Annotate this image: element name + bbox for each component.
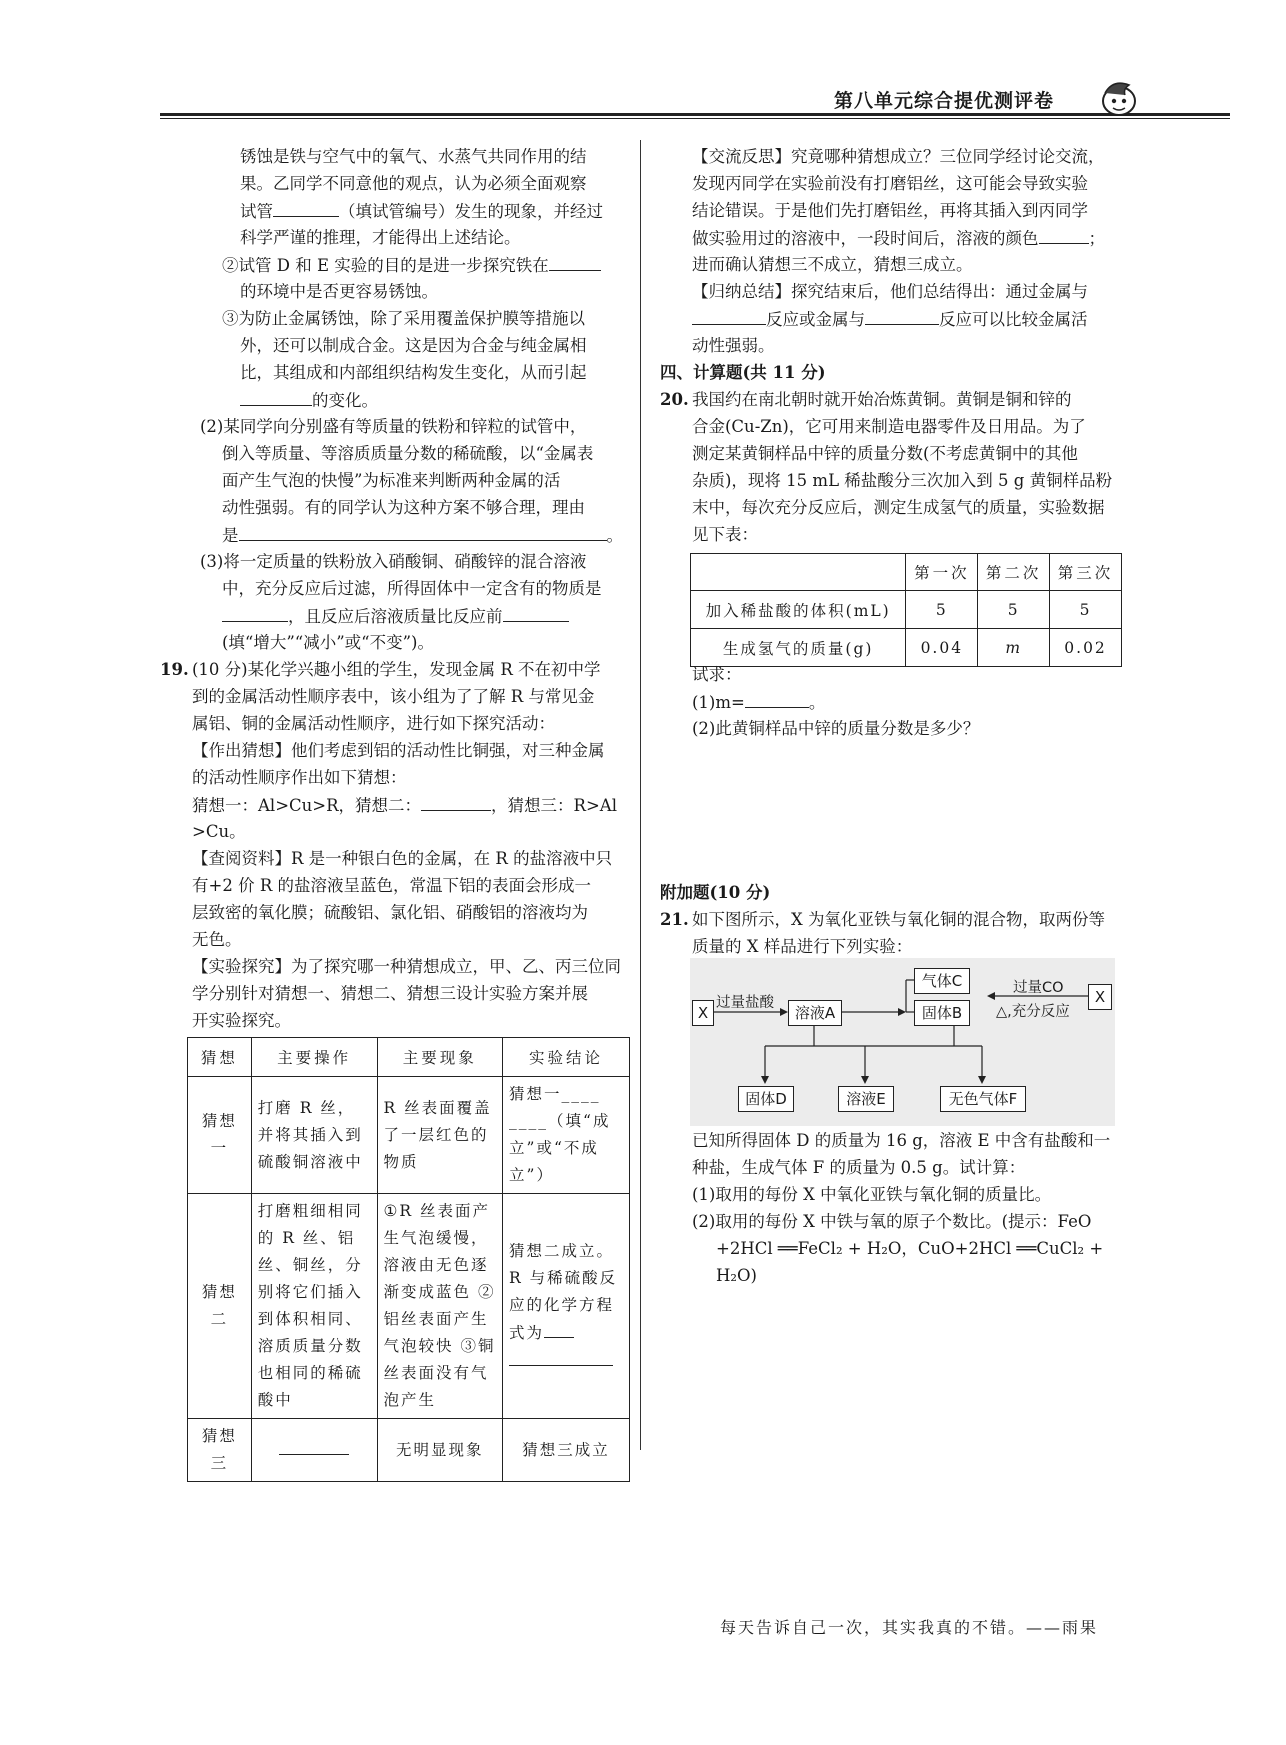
text-line: (1)取用的每份 X 中氧化亚铁与氧化铜的质量比。 [692, 1185, 1052, 1204]
table-cell: 生成氢气的质量(g) [691, 629, 906, 667]
table-cell: 0.02 [1050, 629, 1122, 667]
text-line-part: 猜想一：Al>Cu>R，猜想二： [192, 796, 422, 815]
text-line-part: ； [1088, 229, 1105, 248]
text-line: 进而确认猜想三不成立，猜想三成立。 [692, 255, 973, 274]
text-line: 【实验探究】为了探究哪一种猜想成立，甲、乙、丙三位同 [192, 957, 621, 976]
text-line: (3)将一定质量的铁粉放入硝酸铜、硝酸锌的混合溶液 [200, 552, 587, 571]
text-line-part: 反应或金属与 [766, 310, 865, 329]
text-line: 科学严谨的推理，才能得出上述结论。 [240, 228, 521, 247]
table-cell: 5 [978, 591, 1050, 629]
question-number: 19. [160, 660, 189, 679]
answer-blank [509, 1347, 613, 1366]
text-line: 发现丙同学在实验前没有打磨铝丝，这可能会导致实验 [692, 174, 1088, 193]
text-line: H₂O) [716, 1266, 757, 1285]
table-cell: 0.04 [906, 629, 978, 667]
answer-blank [240, 387, 312, 406]
table-cell [503, 1194, 630, 1419]
page-header-title: 第八单元综合提优测评卷 [833, 90, 1054, 112]
text-line: 是 。 [222, 522, 623, 549]
answer-blank [544, 1319, 574, 1338]
text-line [192, 792, 617, 819]
text-line [692, 225, 1105, 252]
label-excess-hcl: 过量盐酸 [716, 995, 774, 1011]
table-row [188, 1077, 630, 1194]
answer-blank [239, 522, 607, 541]
text-line-part: ，猜想三：R>Al [491, 796, 617, 815]
box-solution-a: 溶液A [788, 1000, 842, 1026]
text-line: 【作出猜想】他们考虑到铝的活动性比铜强，对三种金属 [192, 741, 605, 760]
text-line: (2)取用的每份 X 中铁与氧的原子个数比。(提示：FeO [692, 1212, 1092, 1231]
text-line: 中，充分反应后过滤，所得固体中一定含有的物质是 [222, 579, 602, 598]
table-row [188, 1194, 630, 1419]
text-line: 层致密的氧化膜；硫酸铝、氯化铝、硝酸铝的溶液均为 [192, 903, 588, 922]
text-line: 结论错误。于是他们先打磨铝丝，再将其插入到丙同学 [692, 201, 1088, 220]
text-line: 【交流反思】究竟哪种猜想成立？三位同学经讨论交流， [692, 147, 1105, 166]
text-line: 属铝、铜的金属活动性顺序，进行如下探究活动： [192, 714, 555, 733]
text-line: +2HCl ══FeCl₂ + H₂O，CuO+2HCl ══CuCl₂ + [716, 1239, 1104, 1258]
text-line: 比，其组成和内部组织结构发生变化，从而引起 [240, 363, 587, 382]
text-line: 末中，每次充分反应后，测定生成氢气的质量，实验数据 [692, 498, 1105, 517]
table-header-row [691, 554, 1122, 591]
text-line [240, 387, 378, 414]
table-cell: 打磨粗细相同的 R 丝、铝丝、铜丝，分别将它们插入到体积相同、溶质质量分数也相同的稀硫酸中 [251, 1194, 377, 1419]
flow-diagram [690, 958, 1115, 1126]
text-line: 种盐，生成气体 F 的质量为 0.5 g。试计算： [692, 1158, 1026, 1177]
text-line: (1)m= 。 [692, 689, 825, 716]
header-rule-thin [160, 118, 1230, 119]
text-line: 外，还可以制成合金。这是因为合金与纯金属相 [240, 336, 587, 355]
table-cell: 猜想一____ ____（填“成立”或“不成立”） [503, 1077, 630, 1194]
text-line: 【查阅资料】R 是一种银白色的金属，在 R 的盐溶液中只 [192, 849, 613, 868]
text-line: 已知所得固体 D 的质量为 16 g，溶液 E 中含有盐酸和一 [692, 1131, 1111, 1150]
text-line: 试求： [692, 665, 742, 684]
text-line: 开实验探究。 [192, 1011, 291, 1030]
cell-text: 猜想二成立。R 与稀硫酸反应的化学方程式为 [509, 1241, 618, 1342]
text-line: 杂质)，现将 15 mL 稀盐酸分三次加入到 5 g 黄铜样品粉 [692, 471, 1113, 490]
text-line [222, 252, 601, 279]
text-line: 锈蚀是铁与空气中的氧气、水蒸气共同作用的结 [240, 147, 587, 166]
column-header: 第二次 [978, 554, 1050, 591]
text-line: 无色。 [192, 930, 242, 949]
footer-quote: 每天告诉自己一次，其实我真的不错。——雨果 [720, 1618, 1099, 1637]
text-line-part: 的变化。 [312, 391, 378, 410]
answer-blank [745, 689, 809, 708]
label-heat-react: △,充分反应 [996, 1004, 1070, 1020]
text-line-part: 是 [222, 526, 239, 545]
answer-blank [222, 603, 288, 622]
column-header: 猜想 [188, 1038, 252, 1077]
column-divider [640, 140, 641, 1450]
text-line: 的活动性顺序作出如下猜想： [192, 768, 407, 787]
text-line: 我国约在南北朝时就开始冶炼黄铜。黄铜是铜和锌的 [692, 390, 1072, 409]
text-line [692, 306, 1088, 333]
text-line: 面产生气泡的快慢”为标准来判断两种金属的活 [222, 471, 561, 490]
answer-blank [273, 198, 339, 217]
text-line: (10 分)某化学兴趣小组的学生，发现金属 R 不在初中学 [192, 660, 601, 679]
section-title: 四、计算题(共 11 分) [660, 363, 826, 382]
answer-blank [549, 252, 601, 271]
text-line: 倒入等质量、等溶质质量分数的稀硫酸，以“金属表 [222, 444, 594, 463]
table-cell: 猜想三 [188, 1419, 252, 1482]
text-line: (2)某同学向分别盛有等质量的铁粉和锌粒的试管中， [200, 417, 587, 436]
column-header: 主要现象 [377, 1038, 503, 1077]
column-header: 实验结论 [503, 1038, 630, 1077]
text-line: 测定某黄铜样品中锌的质量分数(不考虑黄铜中的其他 [692, 444, 1078, 463]
answer-blank [1039, 225, 1089, 244]
text-line: 【归纳总结】探究结束后，他们总结得出：通过金属与 [692, 282, 1088, 301]
answer-blank [421, 792, 491, 811]
text-line: 的环境中是否更容易锈蚀。 [240, 282, 438, 301]
text-line-part: （填试管编号）发生的现象，并经过 [339, 202, 603, 221]
text-line: >Cu。 [192, 822, 246, 841]
text-line-part: 做实验用过的溶液中，一段时间后，溶液的颜色 [692, 229, 1039, 248]
text-line: 果。乙同学不同意他的观点，认为必须全面观察 [240, 174, 587, 193]
table-cell: 猜想一 [188, 1077, 252, 1194]
text-line: 见下表： [692, 525, 758, 544]
box-solid-d: 固体D [738, 1086, 794, 1112]
text-line: 有+2 价 R 的盐溶液呈蓝色，常温下铝的表面会形成一 [192, 876, 591, 895]
text-line-part: ，且反应后溶液质量比反应前 [288, 607, 503, 626]
data-table [690, 553, 1122, 667]
text-line-part: 试管 [240, 202, 273, 221]
table-cell [251, 1419, 377, 1482]
label-excess-co: 过量CO [1013, 980, 1064, 996]
answer-blank [279, 1436, 349, 1455]
table-cell: m [978, 629, 1050, 667]
table-cell: 打磨 R 丝，并将其插入到硫酸铜溶液中 [251, 1077, 377, 1194]
text-line: 动性强弱。 [692, 336, 775, 355]
text-line: 学分别针对猜想一、猜想二、猜想三设计实验方案并展 [192, 984, 588, 1003]
table-cell: 猜想三成立 [503, 1419, 630, 1482]
section-title: 附加题(10 分) [660, 883, 771, 902]
box-solid-b: 固体B [914, 1000, 970, 1026]
column-header: 第一次 [906, 554, 978, 591]
mascot-logo [1095, 75, 1143, 123]
text-line: 质量的 X 样品进行下列实验： [692, 937, 913, 956]
text-line: ③为防止金属锈蚀，除了采用覆盖保护膜等措施以 [222, 309, 585, 328]
column-header: 第三次 [1050, 554, 1122, 591]
question-number: 20. [660, 390, 689, 409]
table-cell: 无明显现象 [377, 1419, 503, 1482]
table-cell: R 丝表面覆盖了一层红色的物质 [377, 1077, 503, 1194]
table-row [691, 591, 1122, 629]
text-line: 如下图所示，X 为氧化亚铁与氧化铜的混合物，取两份等 [692, 910, 1105, 929]
box-x-left: X [692, 1000, 714, 1026]
question-number: 21. [660, 910, 689, 929]
box-x-right: X [1088, 984, 1112, 1010]
box-gas-c: 气体C [914, 968, 970, 994]
table-cell: 加入稀盐酸的体积(mL) [691, 591, 906, 629]
box-gas-f: 无色气体F [940, 1086, 1026, 1112]
text-line: (2)此黄铜样品中锌的质量分数是多少？ [692, 719, 980, 738]
column-header [691, 554, 906, 591]
table-cell: ①R 丝表面产生气泡缓慢，溶液由无色逐渐变成蓝色 ②铝丝表面产生气泡较快 ③铜丝表面没有气泡产生 [377, 1194, 503, 1419]
table-row [691, 629, 1122, 667]
header-rule [160, 113, 1230, 116]
text-line [240, 198, 603, 225]
column-header: 主要操作 [251, 1038, 377, 1077]
text-line: (填“增大”“减小”或“不变”)。 [222, 633, 434, 652]
text-line: 动性强弱。有的同学认为这种方案不够合理，理由 [222, 498, 585, 517]
table-cell: 5 [1050, 591, 1122, 629]
table-row [188, 1419, 630, 1482]
text-line: 合金(Cu-Zn)，它可用来制造电器零件及日用品。为了 [692, 417, 1086, 436]
answer-blank [865, 306, 939, 325]
table-header-row [188, 1038, 630, 1077]
box-solution-e: 溶液E [838, 1086, 894, 1112]
text-line-part: 反应可以比较金属活 [939, 310, 1088, 329]
experiment-table [187, 1037, 630, 1482]
answer-blank [692, 306, 766, 325]
text-line-part: ②试管 D 和 E 实验的目的是进一步探究铁在 [222, 256, 549, 275]
text-line [222, 603, 569, 630]
text-line: 到的金属活动性顺序表中，该小组为了了解 R 与常见金 [192, 687, 595, 706]
table-cell: 猜想二 [188, 1194, 252, 1419]
text-line-part: (1)m= [692, 693, 745, 712]
answer-blank [503, 603, 569, 622]
table-cell: 5 [906, 591, 978, 629]
